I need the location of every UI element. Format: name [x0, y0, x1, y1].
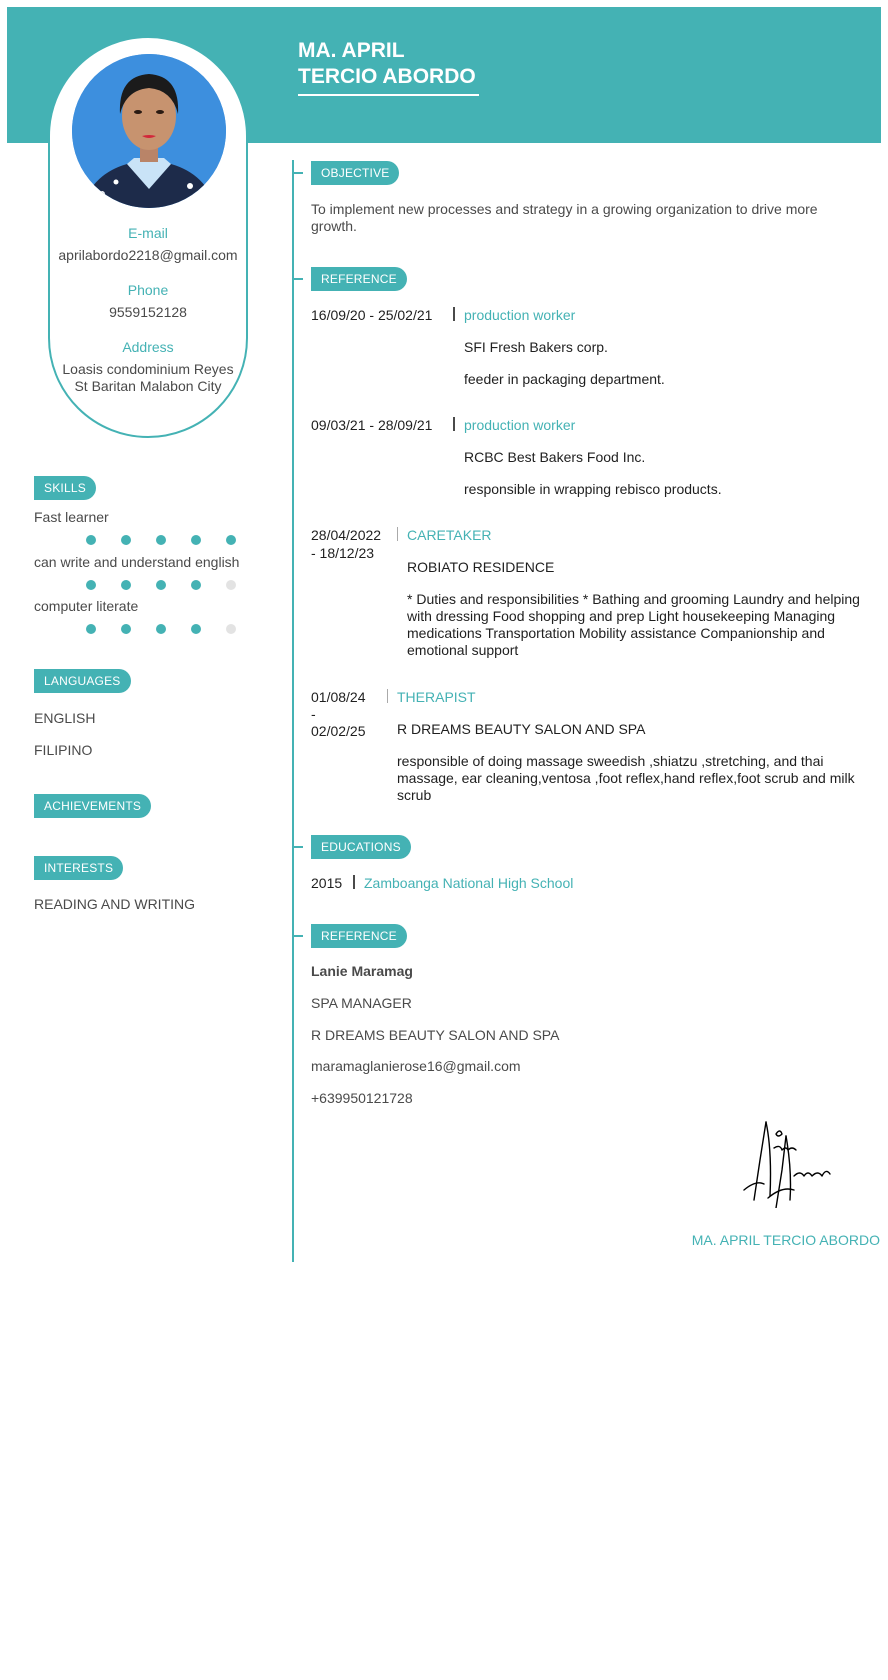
rating-dot	[156, 535, 166, 545]
candidate-name	[298, 38, 476, 90]
skill-rating	[86, 580, 236, 590]
job-company: SFI Fresh Bakers corp.	[464, 339, 608, 355]
name-underline	[298, 94, 479, 96]
timeline-tick	[292, 278, 303, 280]
rating-dot	[86, 535, 96, 545]
timeline-tick	[292, 846, 303, 848]
rating-dot	[156, 624, 166, 634]
job-description-line: with dressing Food shopping and prep Light housekeeping Managing	[407, 608, 836, 624]
job-description-line: * Duties and responsibilities * Bathing and grooming Laundry and helping	[407, 591, 860, 607]
separator	[453, 307, 455, 321]
skills-heading: SKILLS	[34, 476, 96, 500]
reference-position: SPA MANAGER	[311, 995, 412, 1011]
email-label: E-mail	[128, 225, 168, 241]
separator	[397, 527, 398, 541]
objective-line-1: To implement new processes and strategy in a growing organization to drive more	[311, 201, 818, 217]
rating-dot	[121, 535, 131, 545]
rating-dot	[226, 624, 236, 634]
job-company: R DREAMS BEAUTY SALON AND SPA	[397, 721, 646, 737]
rating-dot	[191, 580, 201, 590]
job-dates-line-1: 28/04/2022	[311, 527, 382, 543]
skill-rating	[86, 535, 236, 545]
language-item: FILIPINO	[34, 742, 93, 758]
job-dates: 16/09/20 - 25/02/21	[311, 307, 433, 323]
job-company: RCBC Best Bakers Food Inc.	[464, 449, 646, 465]
objective-line-2: growth.	[311, 218, 357, 234]
rating-dot	[86, 624, 96, 634]
separator	[453, 417, 455, 431]
timeline-line	[292, 160, 294, 1262]
job-dates-line-2: -	[311, 706, 316, 722]
timeline-tick	[292, 172, 303, 174]
job-title: production worker	[464, 307, 576, 323]
job-title: THERAPIST	[397, 689, 476, 705]
rating-dot	[121, 624, 131, 634]
rating-dot	[86, 580, 96, 590]
rating-dot	[191, 624, 201, 634]
address-line-1: Loasis condominium Reyes	[62, 361, 234, 377]
education-school: Zamboanga National High School	[364, 875, 574, 891]
languages-heading: LANGUAGES	[34, 669, 131, 693]
skill-name: can write and understand english	[34, 554, 240, 570]
job-dates: 09/03/21 - 28/09/21	[311, 417, 433, 433]
phone-value[interactable]: 9559152128	[109, 304, 187, 320]
job-title: production worker	[464, 417, 576, 433]
rating-dot	[226, 535, 236, 545]
job-company: ROBIATO RESIDENCE	[407, 559, 555, 575]
interests-heading: INTERESTS	[34, 856, 123, 880]
language-item: ENGLISH	[34, 710, 96, 726]
skill-name: Fast learner	[34, 509, 109, 525]
job-dates-line-2: - 18/12/23	[311, 545, 375, 561]
rating-dot	[156, 580, 166, 590]
interest-item: READING AND WRITING	[34, 896, 196, 912]
reference-email[interactable]: maramaglanierose16@gmail.com	[311, 1058, 521, 1074]
education-year: 2015	[311, 875, 343, 891]
job-description-line: emotional support	[407, 642, 519, 658]
achievements-heading: ACHIEVEMENTS	[34, 794, 151, 818]
reference-company: R DREAMS BEAUTY SALON AND SPA	[311, 1027, 560, 1043]
reference-name: Lanie Maramag	[311, 963, 413, 979]
separator	[353, 875, 355, 889]
phone-label: Phone	[127, 282, 169, 298]
job-description-line: medications Transportation Mobility assistance Companionship and	[407, 625, 825, 641]
name-line-2: TERCIO ABORDO	[298, 65, 476, 88]
profile-photo-illustration	[72, 54, 226, 208]
skill-rating	[86, 624, 236, 634]
rating-dot	[191, 535, 201, 545]
rating-dot	[226, 580, 236, 590]
rating-dot	[121, 580, 131, 590]
name-line-1: MA. APRIL	[298, 39, 405, 62]
job-description: feeder in packaging department.	[464, 371, 665, 387]
job-dates-line-1: 01/08/24	[311, 689, 366, 705]
address-line-2: St Baritan Malabon City	[74, 378, 222, 394]
reference-phone[interactable]: +639950121728	[311, 1090, 413, 1106]
job-description: responsible in wrapping rebisco products.	[464, 481, 722, 497]
address-label: Address	[122, 339, 174, 355]
experience-heading: REFERENCE	[311, 267, 407, 291]
job-dates-line-3: 02/02/25	[311, 723, 366, 739]
objective-heading: OBJECTIVE	[311, 161, 399, 185]
timeline-tick	[292, 935, 303, 937]
skill-name: computer literate	[34, 598, 139, 614]
profile-photo	[72, 54, 226, 208]
education-heading: EDUCATIONS	[311, 835, 411, 859]
job-description-line: scrub	[397, 787, 432, 803]
reference-heading: REFERENCE	[311, 924, 407, 948]
job-description-line: massage, ear cleaning,ventosa ,foot reflex,hand reflex,foot scrub and milk	[397, 770, 855, 786]
signature-image	[742, 1120, 838, 1208]
job-description-line: responsible of doing massage sweedish ,shiatzu ,stretching, and thai	[397, 753, 824, 769]
job-title: CARETAKER	[407, 527, 492, 543]
email-value[interactable]: aprilabordo2218@gmail.com	[58, 247, 238, 263]
separator	[387, 689, 388, 703]
signature-name: MA. APRIL TERCIO ABORDO	[691, 1232, 880, 1248]
